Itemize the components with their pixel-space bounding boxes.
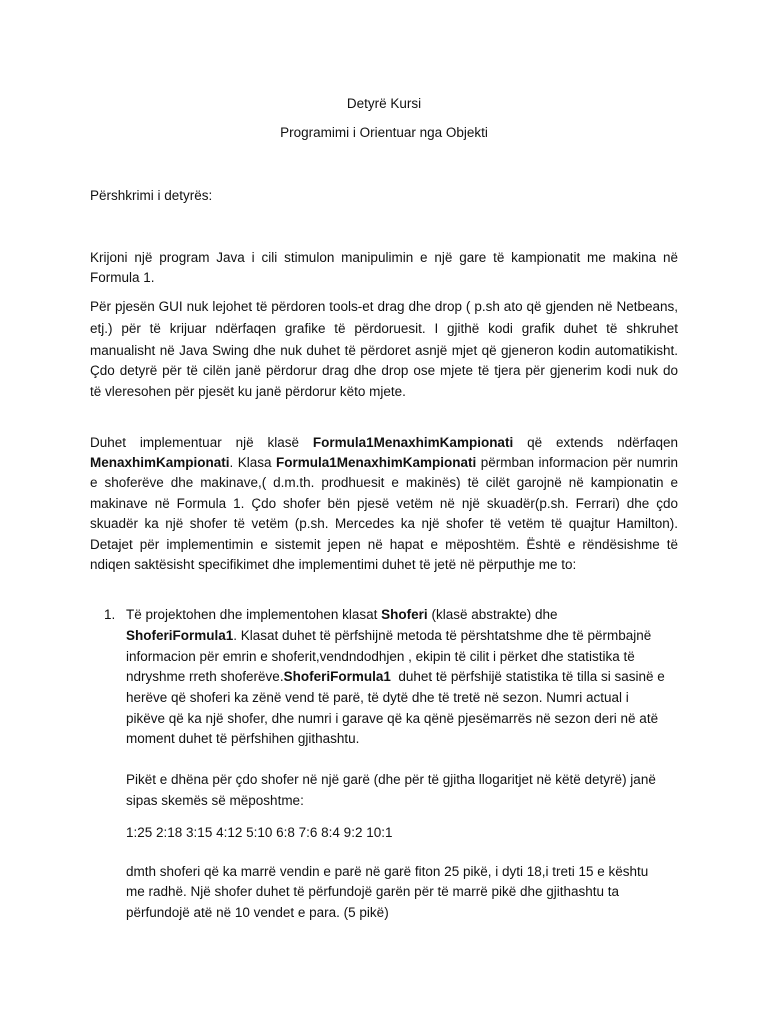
gui-line: të vleresohen për pjesët ku janë përdorur këto mjete. [90, 384, 406, 399]
item-line: informacion për emrin e shoferit,vendndodhjen , ekipin të cilit i përket dhe statistika të [126, 649, 635, 664]
points-intro-line: Pikët e dhëna për çdo shofer në një garë (dhe për të gjitha llogaritjet në këtë detyrë) janë [126, 772, 656, 787]
points-scheme: 1:25 2:18 3:15 4:12 5:10 6:8 7:6 8:4 9:2 10:1 [126, 825, 393, 840]
points-intro-line: sipas skemës së mëposhtme: [126, 793, 304, 808]
item-line: herëve që shoferi ka zënë vend të parë, të dytë dhe të tretë në sezon. Numri actual i [126, 690, 629, 705]
item-line-4: ndryshme rreth shoferëve.ShoferiFormula1 duhet të përfshijë statistika të tilla si sasinë e [126, 669, 665, 684]
document-title: Detyrë Kursi [346, 96, 422, 111]
list-number: 1. [104, 607, 116, 622]
intro-line: Krijoni një program Java i cili stimulon manipulimin e një gare të kampionatit me makina në [90, 250, 678, 265]
document-subtitle: Programimi i Orientuar nga Objekti [280, 125, 488, 140]
section-heading: Përshkrimi i detyrës: [90, 188, 213, 203]
item-line-2: ShoferiFormula1. Klasat duhet të përfshijnë metoda të përshtatshme dhe të përmbajnë [126, 628, 652, 643]
gui-line: Çdo detyrë për të cilën janë përdorur drag dhe drop ose mjete të tjera për gjenerim kodi nuk do [90, 363, 678, 378]
points-explanation-line: dmth shoferi që ka marrë vendin e parë në garë fiton 25 pikë, i dyti 18,i treti 15 e kështu [126, 864, 649, 879]
gui-line: etj.) për të krijuar ndërfaqen grafike të përdoruesit. I gjithë kodi grafik duhet të shkruhet [90, 321, 678, 336]
impl-line-2: MenaxhimKampionati. Klasa Formula1MenaxhimKampionati përmban informacion për numrin [90, 455, 678, 470]
item-line: moment duhet të përfshihen gjithashtu. [126, 731, 360, 746]
gui-line: Për pjesën GUI nuk lejohet të përdoren tools-et drag dhe drop ( p.sh ato që gjenden në Netbeans, [90, 299, 678, 314]
impl-line: Detajet për implementimin e sistemit jepen në hapat e mëposhtëm. Është e rëndësishme të [90, 537, 678, 552]
intro-line: Formula 1. [90, 270, 155, 285]
points-explanation-line: përfundojë atë në 10 vendet e para. (5 pikë) [126, 905, 389, 920]
gui-line: manualisht në Java Swing dhe nuk duhet të përdoret asnjë mjet që gjeneron kodin automatikisht. [90, 343, 678, 358]
item-line-1: Të projektohen dhe implementohen klasat Shoferi (klasë abstrakte) dhe [126, 607, 558, 622]
item-line: pikëve që ka një shofer, dhe numri i garave që ka qënë pjesëmarrës në sezon deri në atë [126, 711, 659, 726]
impl-line: skuadër ka një shofer të vetëm (p.sh. Mercedes ka një shofer të vetëm të quajtur Hamilton). [90, 516, 678, 531]
impl-line: e shoferëve dhe makinave,( d.m.th. prodhuesit e makinës) të cilët garojnë në kampionatin e [90, 475, 678, 490]
points-explanation-line: me radhë. Një shofer duhet të përfundojë garën për të marrë pikë dhe gjithashtu ta [126, 884, 620, 899]
impl-line-1: Duhet implementuar një klasë Formula1MenaxhimKampionati që extends ndërfaqen [90, 435, 678, 450]
impl-line: makinave në Formula 1. Çdo shofer bën pjesë vetëm në një skuadër(p.sh. Ferrari) dhe çdo [90, 496, 678, 511]
impl-line: ndiqen saktësisht specifikimet dhe implementimi duhet të jetë në përputhje me to: [90, 557, 577, 572]
